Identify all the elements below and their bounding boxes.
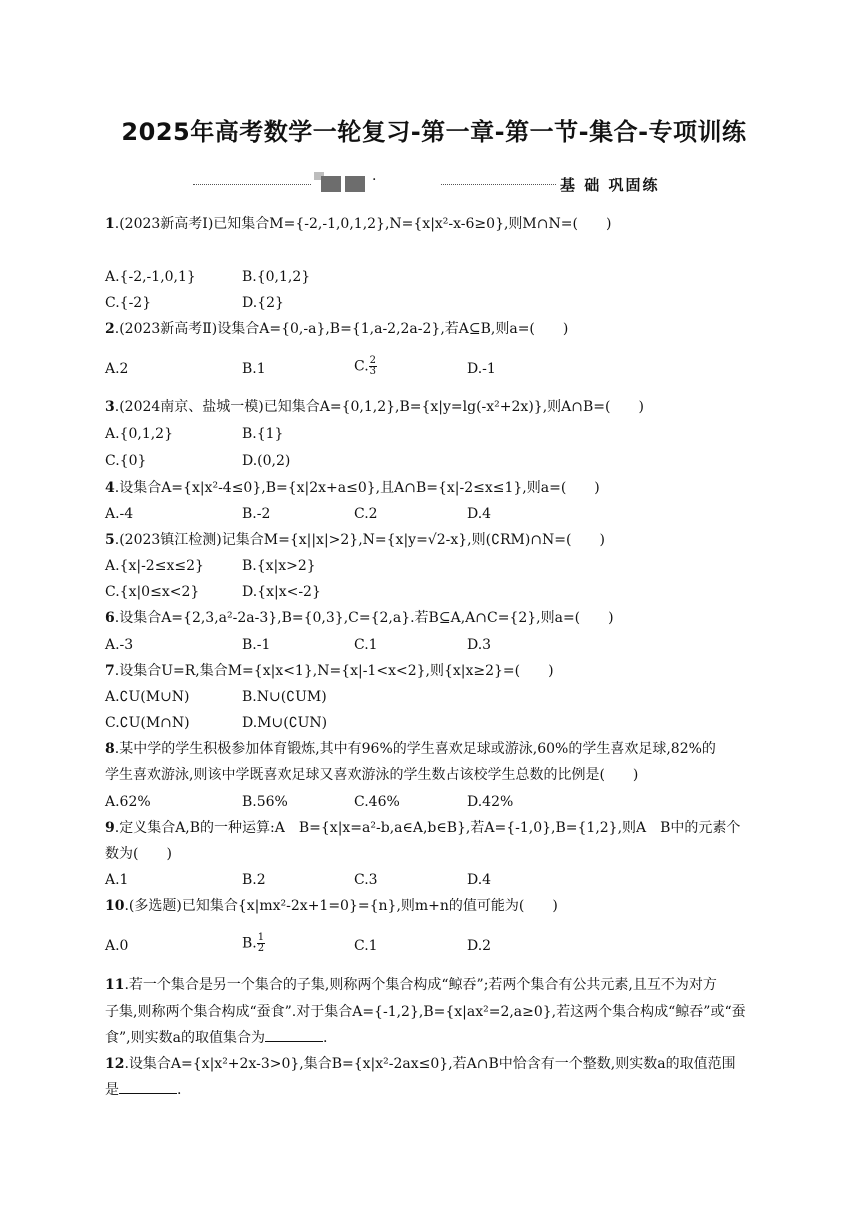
q5-option-b: B.{x|x>2} <box>242 558 316 574</box>
q2-option-b: B.1 <box>242 361 266 377</box>
section-heading: 基 础 巩固练 <box>560 176 660 194</box>
q9-option-c: C.3 <box>354 872 378 888</box>
q2-option-c: C. $\frac{2}{3}$ <box>354 355 377 377</box>
q4-option-d: D.4 <box>467 506 492 522</box>
q2-option-d: D.-1 <box>467 361 496 377</box>
question-10: 10.(多选题)已知集合{x|mx²-2x+1=0}={n},则m+n的值可能为( ) <box>105 898 558 914</box>
q10-option-a: A.0 <box>105 938 129 954</box>
question-2: 2.(2023新高考Ⅱ)设集合A={0,-a},B={1,a-2,2a-2},若A⊆B,则a=( ) <box>105 321 569 337</box>
question-11: 11.若一个集合是另一个集合的子集,则称两个集合构成“鲸吞”;若两个集合有公共元素,且互不为对方 <box>105 977 717 993</box>
q8-option-b: B.56% <box>242 794 288 810</box>
q8-option-a: A.62% <box>105 794 151 810</box>
question-7: 7.设集合U=R,集合M={x|x<1},N={x|-1<x<2},则{x|x≥2}=( ) <box>105 663 554 679</box>
question-4: 4.设集合A={x|x²-4≤0},B={x|2x+a≤0},且A∩B={x|-2≤x≤1},则a=( ) <box>105 480 600 496</box>
q9-option-b: B.2 <box>242 872 266 888</box>
q6-option-c: C.1 <box>354 637 378 653</box>
question-12-line-2: 是 . <box>105 1082 182 1098</box>
q2-option-a: A.2 <box>105 361 129 377</box>
q4-option-c: C.2 <box>354 506 378 522</box>
q8-option-c: C.46% <box>354 794 400 810</box>
question-3: 3.(2024南京、盐城一模)已知集合A={0,1,2},B={x|y=lg(-x²+2x)},则A∩B=( ) <box>105 399 644 415</box>
q7-option-c: C.∁U(M∩N) <box>105 715 190 731</box>
question-5: 5.(2023镇江检测)记集合M={x||x|>2},N={x|y=√2-x},则(∁RM)∩N=( ) <box>105 532 605 548</box>
question-9: 9.定义集合A,B的一种运算:A B={x|x=a²-b,a∈A,b∈B},若A={-1,0},B={1,2},则A B中的元素个 <box>105 820 741 836</box>
q9-option-d: D.4 <box>467 872 492 888</box>
question-8-line-2: 学生喜欢游泳,则该中学既喜欢足球又喜欢游泳的学生数占该校学生总数的比例是( ) <box>105 767 639 783</box>
q1-option-d: D.{2} <box>242 295 284 311</box>
banner-block-icon <box>345 176 365 192</box>
q9-option-a: A.1 <box>105 872 129 888</box>
question-11-line-3: 食”,则实数a的取值集合为 . <box>105 1030 328 1046</box>
q6-option-b: B.-1 <box>242 637 271 653</box>
q3-option-c: C.{0} <box>105 453 147 469</box>
q8-option-d: D.42% <box>467 794 514 810</box>
q1-option-c: C.{-2} <box>105 295 152 311</box>
q10-option-c: C.1 <box>354 938 378 954</box>
q3-option-a: A.{0,1,2} <box>105 426 173 442</box>
fraction: $\frac{1}{2}$ <box>257 932 265 954</box>
q1-option-a: A.{-2,-1,0,1} <box>105 269 196 285</box>
q4-option-b: B.-2 <box>242 506 271 522</box>
answer-blank <box>119 1081 177 1094</box>
q5-option-d: D.{x|x<-2} <box>242 584 321 600</box>
question-6: 6.设集合A={2,3,a²-2a-3},B={0,3},C={2,a}.若B⊆A,A∩C={2},则a=( ) <box>105 610 614 626</box>
q7-option-d: D.M∪(∁UN) <box>242 715 328 731</box>
question-11-line-2: 子集,则称两个集合构成“蚕食”.对于集合A={-1,2},B={x|ax²=2,a≥0},若这两个集合构成“鲸吞”或“蚕 <box>105 1004 746 1020</box>
page-title: 2025年高考数学一轮复习-第一章-第一节-集合-专项训练 <box>121 118 747 146</box>
q4-option-a: A.-4 <box>105 506 134 522</box>
dotted-rule-right <box>441 184 556 185</box>
banner-block-icon <box>321 176 341 192</box>
fraction: $\frac{2}{3}$ <box>369 355 377 377</box>
q6-option-a: A.-3 <box>105 637 134 653</box>
q7-option-a: A.∁U(M∪N) <box>105 689 190 705</box>
question-1: 1.(2023新高考Ⅰ)已知集合M={-2,-1,0,1,2},N={x|x²-x-6≥0},则M∩N=( ) <box>105 216 612 232</box>
section-banner <box>0 172 868 202</box>
q7-option-b: B.N∪(∁UM) <box>242 689 327 705</box>
question-9-line-2: 数为( ) <box>105 846 172 862</box>
q5-option-a: A.{x|-2≤x≤2} <box>105 558 204 574</box>
question-12: 12.设集合A={x|x²+2x-3>0},集合B={x|x²-2ax≤0},若A∩B中恰含有一个整数,则实数a的取值范围 <box>105 1056 736 1072</box>
answer-blank <box>265 1029 323 1042</box>
banner-dot-icon: · <box>372 172 377 188</box>
dotted-rule-left <box>193 184 311 185</box>
q6-option-d: D.3 <box>467 637 492 653</box>
q5-option-c: C.{x|0≤x<2} <box>105 584 200 600</box>
q1-option-b: B.{0,1,2} <box>242 269 311 285</box>
q10-option-b: B. $\frac{1}{2}$ <box>242 932 265 954</box>
q10-option-d: D.2 <box>467 938 492 954</box>
q3-option-d: D.(0,2) <box>242 453 291 469</box>
question-8: 8.某中学的学生积极参加体育锻炼,其中有96%的学生喜欢足球或游泳,60%的学生喜欢足球,82%的 <box>105 741 716 757</box>
q3-option-b: B.{1} <box>242 426 284 442</box>
